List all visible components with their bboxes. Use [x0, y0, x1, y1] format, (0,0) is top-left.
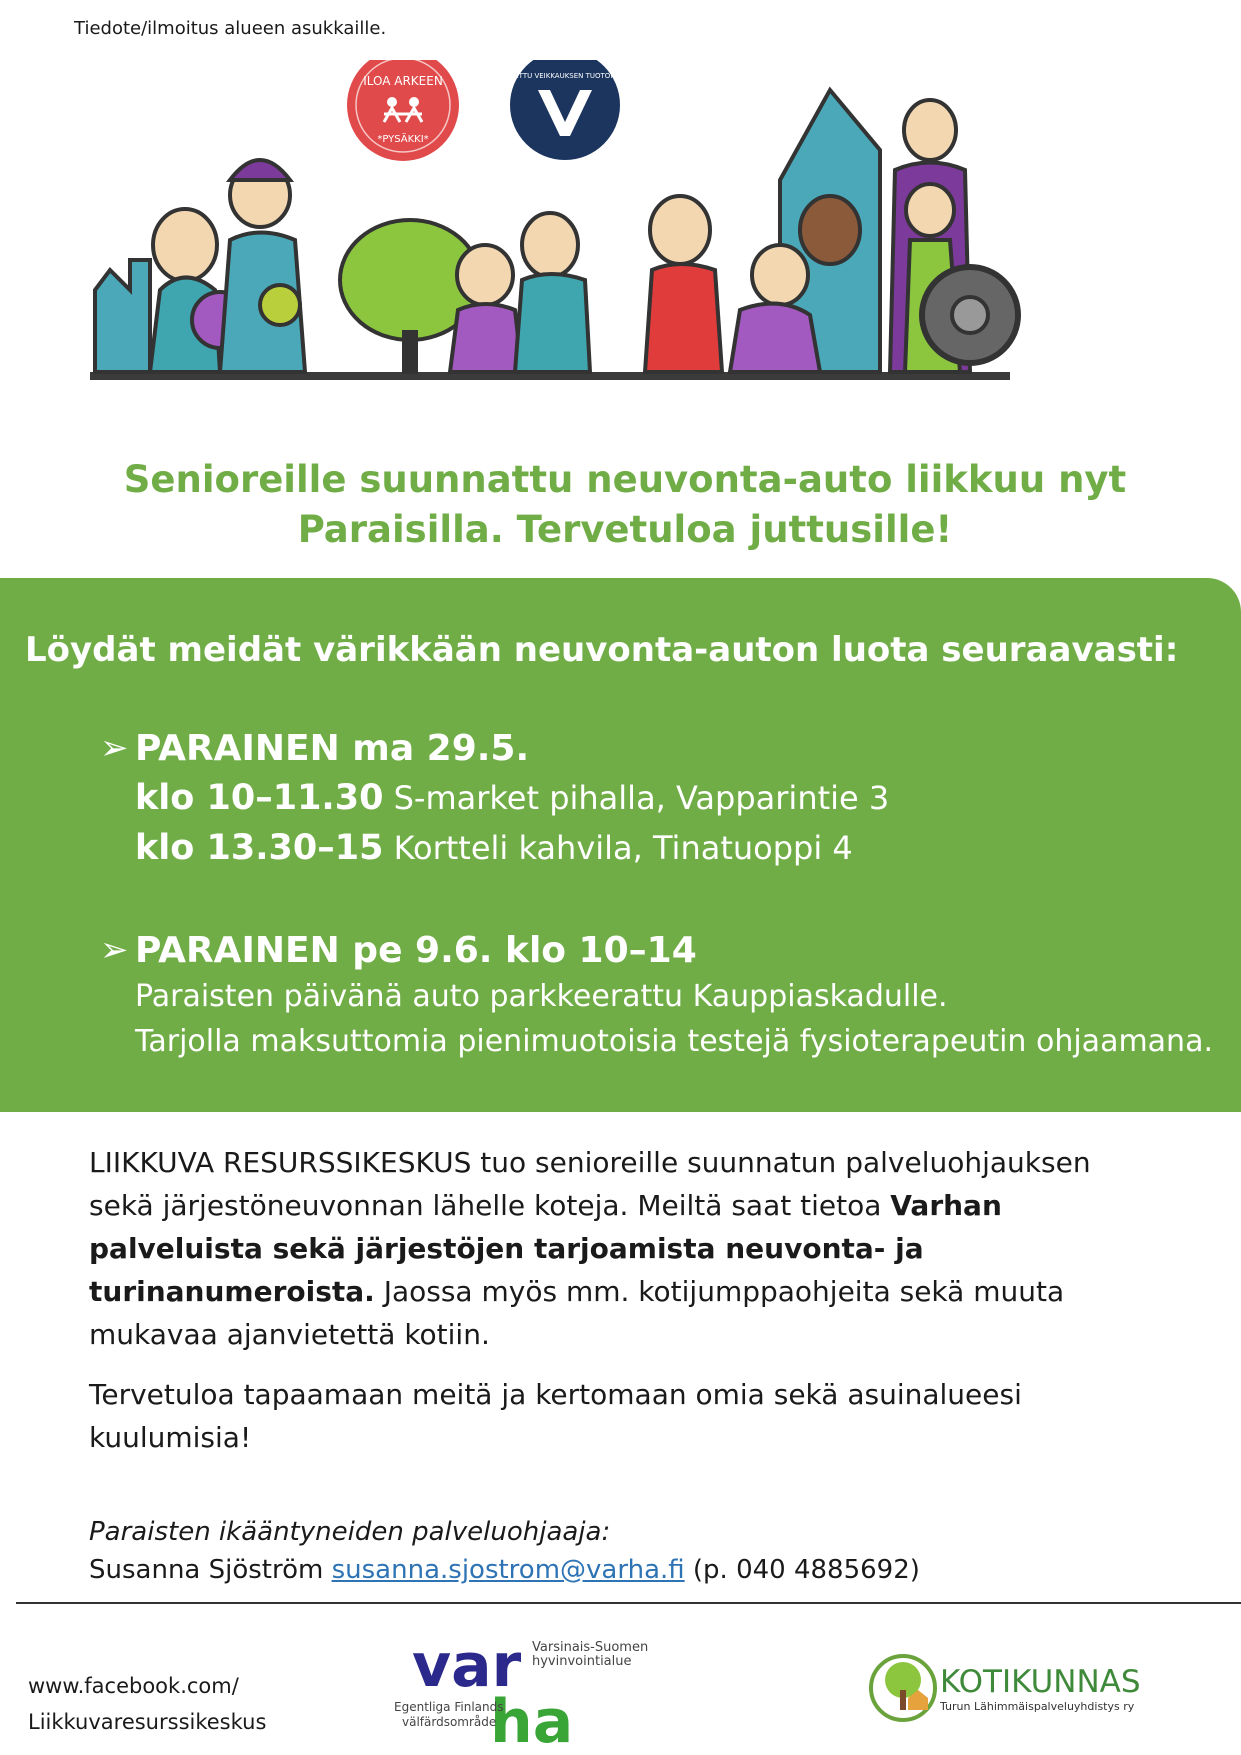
stop-1-place-2: Kortteli kahvila, Tinatuoppi 4: [393, 829, 853, 867]
body-text: [89, 1141, 1149, 1476]
contact-email-link[interactable]: susanna.sjostrom@varha.fi: [331, 1555, 685, 1585]
veikkaus-ring-text: TUETTU VEIKKAUKSEN TUOTOILLA: [504, 72, 626, 80]
varha-logo: [392, 1634, 662, 1749]
iloa-arkeen-bottom-text: *PYSÄKKI*: [377, 134, 429, 145]
kotikunnas-logo: [868, 1650, 1168, 1730]
stop-1-line-2: [135, 828, 853, 868]
stop-2-line-1: Paraisten päivänä auto parkkeerattu Kauppiaskadulle.: [135, 979, 948, 1014]
body-p1-text: LIIKKUVA RESURSSIKESKUS tuo senioreille suunnatun palveluohjauksen sekä järjestöneuvonnan lähelle koteja. Meiltä saat tietoa: [89, 1146, 1091, 1222]
kotikunnas-subtitle: Turun Lähimmäispalveluyhdistys ry: [940, 1700, 1135, 1713]
schedule-heading: Löydät meidät värikkään neuvonta-auton luota seuraavasti:: [25, 630, 1179, 670]
stop-1-line-1: [135, 778, 889, 818]
kotikunnas-name: KOTIKUNNAS: [940, 1664, 1141, 1700]
body-p1-text-end: Jaossa myös mm. kotijumppaohjeita sekä muuta mukavaa ajanvietettä kotiin.: [89, 1275, 1065, 1351]
varha-sv-line-2: välfärdsområde: [402, 1715, 497, 1729]
varha-fi-line-1: Varsinais-Suomen: [532, 1640, 649, 1655]
stop-1-title: PARAINEN ma 29.5.: [135, 728, 530, 769]
body-paragraph-1: [89, 1141, 1149, 1356]
varha-sv-line-1: Egentliga Finlands: [394, 1700, 504, 1714]
headline-line-1: Senioreille suunnattu neuvonta-auto liikkuu nyt: [123, 458, 1127, 501]
contact-name: Susanna Sjöström: [89, 1555, 324, 1585]
bullet-arrow-icon: ➢: [100, 930, 129, 970]
varha-ha-text: ha: [490, 1687, 574, 1749]
contact-line: [89, 1551, 920, 1589]
facebook-line-2: Liikkuvaresurssikeskus: [28, 1710, 267, 1734]
varha-fi-line-2: hyvinvointialue: [532, 1654, 632, 1669]
footer-divider: [16, 1602, 1241, 1604]
contact-phone: (p. 040 4885692): [692, 1555, 920, 1585]
varha-var-text: var: [412, 1634, 522, 1701]
facebook-line-1: www.facebook.com/: [28, 1674, 239, 1698]
schedule-box: [0, 578, 1241, 1112]
facebook-address[interactable]: [28, 1668, 266, 1740]
headline: [60, 455, 1190, 555]
stop-1-place-1: S-market pihalla, Vapparintie 3: [393, 779, 890, 817]
contact-block: [89, 1513, 920, 1589]
iloa-arkeen-top-text: ILOA ARKEEN: [363, 74, 443, 88]
stop-1-time-2: klo 13.30–15: [135, 828, 384, 868]
stop-1-time-1: klo 10–11.30: [135, 778, 384, 818]
stop-2-line-2: Tarjolla maksuttomia pienimuotoisia testejä fysioterapeutin ohjaamana.: [135, 1024, 1213, 1059]
veikkaus-logo: [504, 60, 625, 160]
stop-2-title: PARAINEN pe 9.6. klo 10–14: [135, 930, 697, 971]
notice-text: Tiedote/ilmoitus alueen asukkaille.: [74, 18, 387, 39]
headline-line-2: Paraisilla. Tervetuloa juttusille!: [297, 508, 953, 551]
body-p1-bold: Varhan palveluista sekä järjestöjen tarjoamista neuvonta- ja turinanumeroista.: [89, 1189, 1002, 1308]
iloa-arkeen-logo: [347, 60, 459, 161]
contact-role: Paraisten ikääntyneiden palveluohjaaja:: [89, 1517, 611, 1547]
body-paragraph-2: Tervetuloa tapaamaan meitä ja kertomaan omia sekä asuinalueesi kuulumisia!: [89, 1378, 1022, 1454]
community-illustration: [90, 60, 1130, 440]
bullet-arrow-icon: ➢: [100, 728, 129, 768]
